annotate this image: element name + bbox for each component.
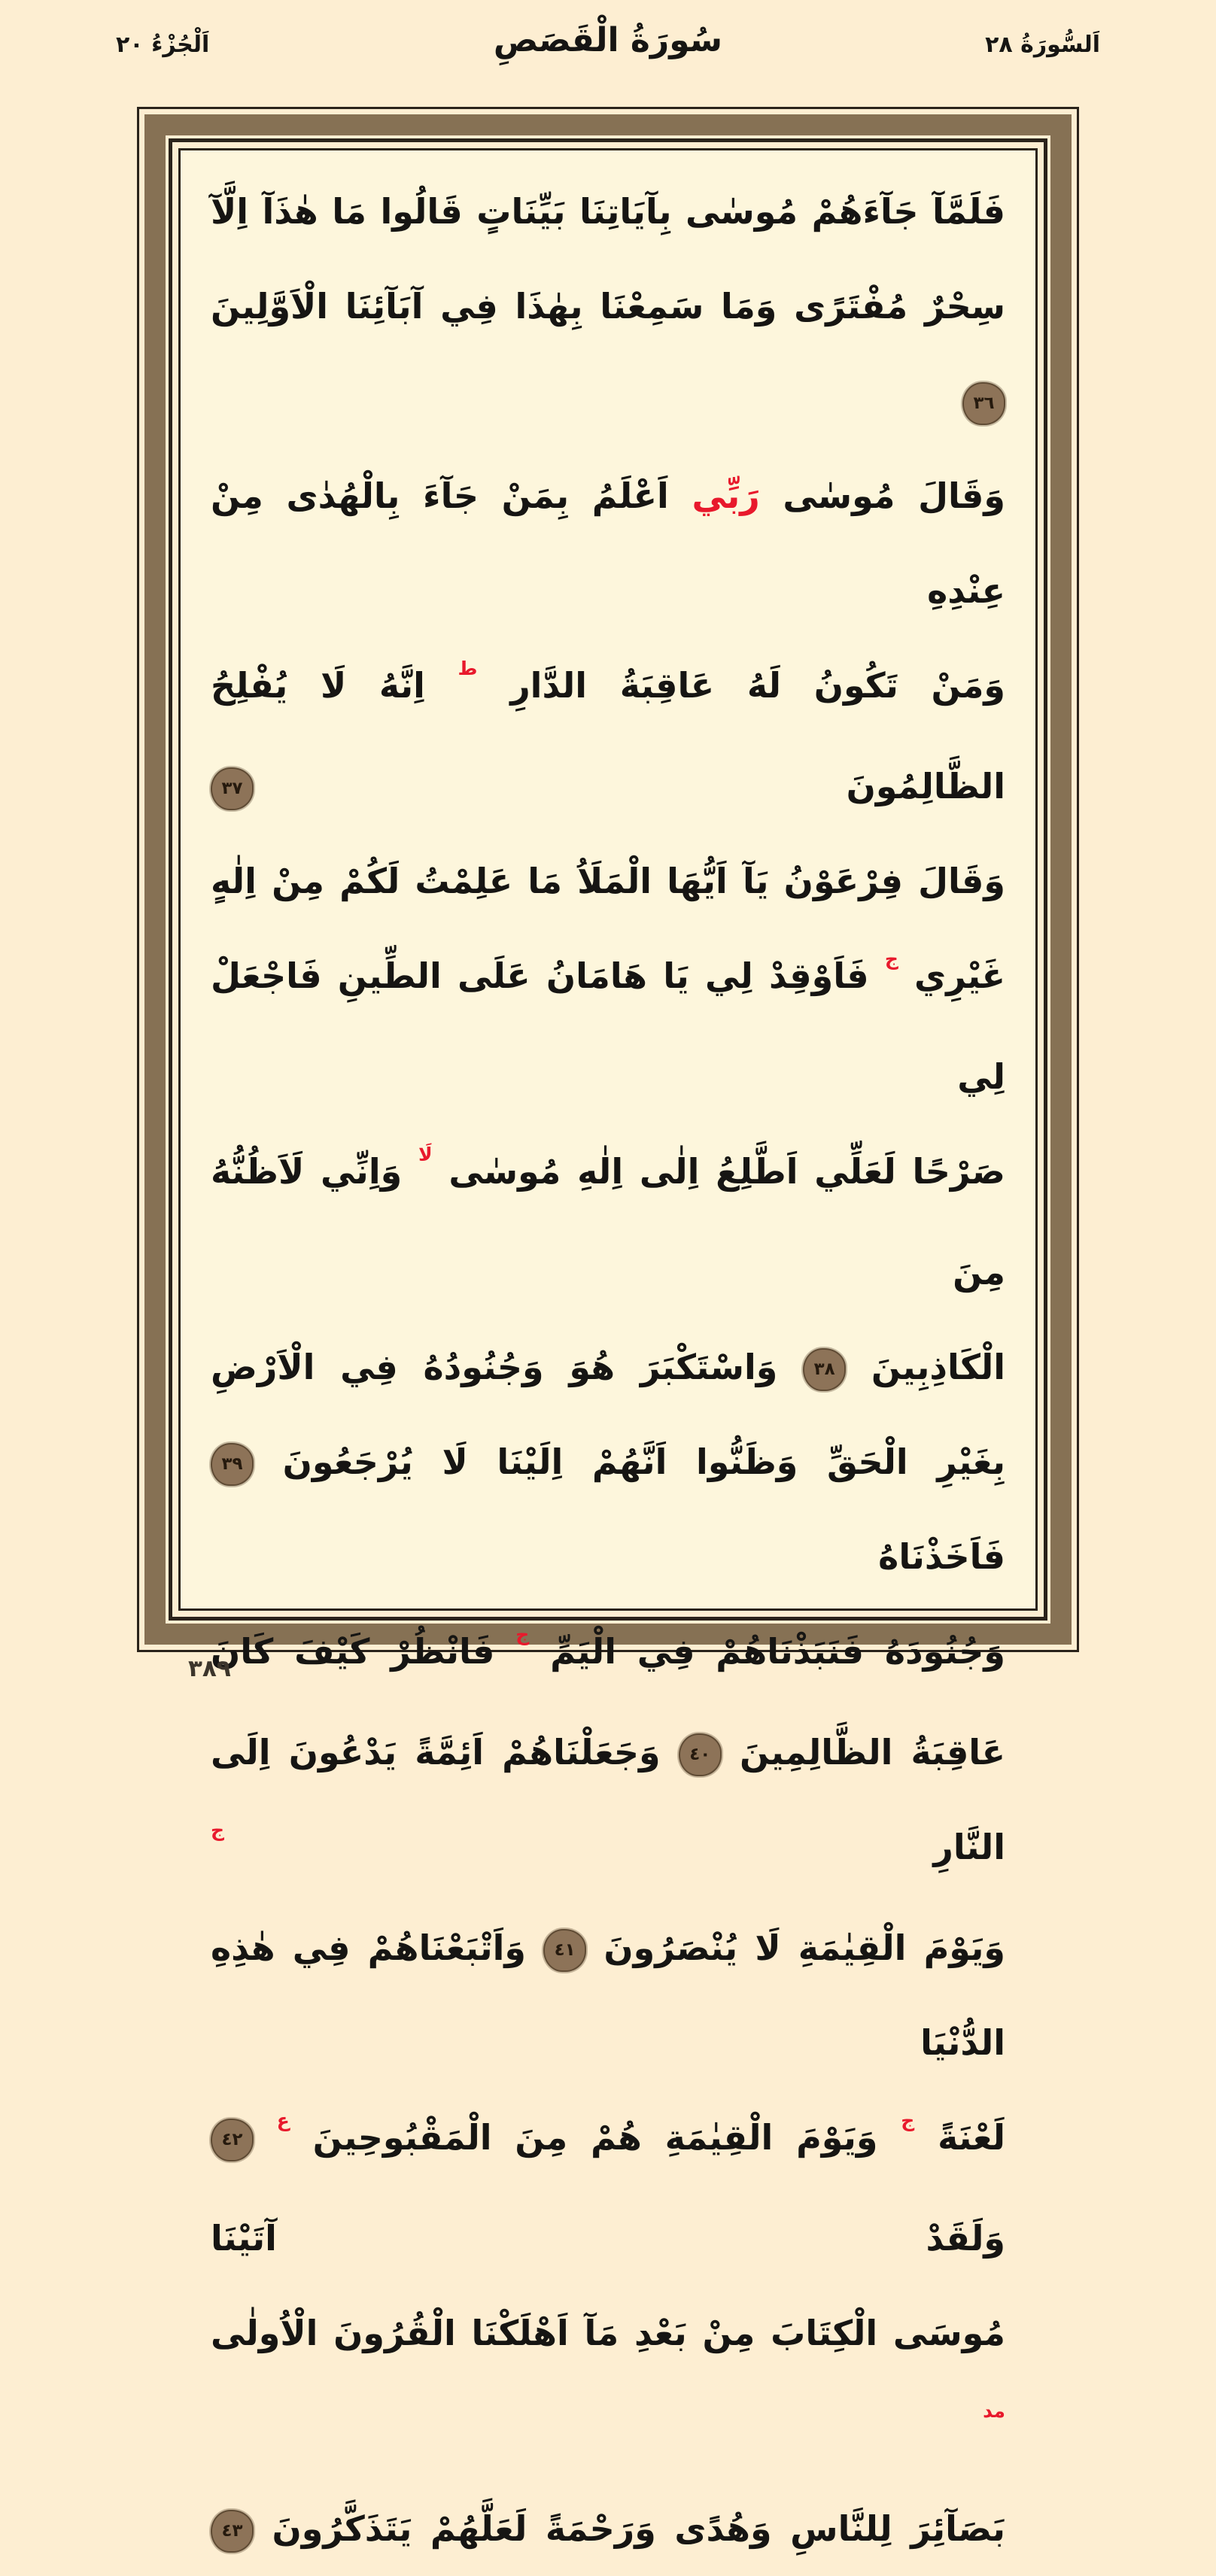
tajweed-mark: ج (901, 2110, 915, 2131)
quran-line (211, 1900, 1005, 2090)
quran-line (211, 1604, 1005, 1705)
verse-marker: ٣٧ (211, 767, 254, 810)
verse-marker: ٤٢ (211, 2119, 254, 2161)
ayah-text: بِغَيْرِ الْحَقِّ وَظَنُّوا اَنَّهُمْ اِلَيْنَا لَا يُرْجَعُونَ (282, 1441, 1005, 1482)
tajweed-mark: ط (458, 658, 478, 679)
ayah-text: وَمَنْ تَكُونُ لَهُ عَاقِبَةُ الدَّارِ (510, 665, 1006, 706)
quran-line (211, 2286, 1005, 2481)
tajweed-mark: ج (515, 1624, 530, 1645)
ayah-text: وَقَالَ مُوسٰى (783, 475, 1006, 516)
ayah-text: اَعْلَمُ بِمَنْ جَآءَ بِالْهُدٰى مِنْ عِنْدِهِ (211, 475, 1005, 611)
tajweed-mark: مد (983, 2400, 1005, 2422)
verse-marker: ٤١ (543, 1929, 586, 1972)
quran-line (211, 1705, 1005, 1900)
quran-line (211, 164, 1005, 259)
ayah-text: فَاَوْقِدْ لِي يَا هَامَانُ عَلَى الطِّينِ فَاجْعَلْ لِي (211, 955, 1005, 1097)
ayah-text: وَجَعَلْنَاهُمْ اَئِمَّةً يَدْعُونَ اِلَى النَّارِ (211, 1732, 1005, 1867)
quran-line (211, 448, 1005, 638)
ayah-text: مُوسَى الْكِتَابَ مِنْ بَعْدِ مَآ اَهْلَكْنَا الْقُرُونَ الْاُولٰى (211, 2313, 1005, 2353)
quran-line (211, 1414, 1005, 1604)
ayah-text: وَاَتْبَعْنَاهُمْ فِي هٰذِهِ الدُّنْيَا (211, 1927, 1005, 2063)
ayah-text: وَلَقَدْ آتَيْنَا (211, 2218, 1005, 2259)
ayah-text: وَقَالَ فِرْعَوْنُ يَآ اَيُّهَا الْمَلَاُ مَا عَلِمْتُ لَكُمْ مِنْ اِلٰهٍ (211, 861, 1005, 901)
verse-marker: ٤٣ (211, 2510, 254, 2553)
quran-line (211, 2481, 1005, 2576)
tajweed-mark: لَا (418, 1144, 433, 1165)
tajweed-mark: ج (211, 1819, 225, 1841)
ayah-text: لَعْنَةً (938, 2117, 1005, 2158)
verse-marker: ٣٦ (962, 382, 1005, 425)
quran-line (211, 2090, 1005, 2286)
ayah-text: فَاَخَذْنَاهُ (878, 1536, 1005, 1577)
quran-line (211, 1320, 1005, 1414)
quran-line (211, 928, 1005, 1124)
verse-marker: ٣٩ (211, 1443, 254, 1486)
ayah-text: صَرْحًا لَعَلِّي اَطَّلِعُ اِلٰى اِلٰهِ مُوسٰى (448, 1151, 1005, 1192)
ayah-text: الْكَاذِبِينَ (871, 1347, 1006, 1387)
ayah-text: وَيَوْمَ الْقِيٰمَةِ هُمْ مِنَ الْمَقْبُوحِينَ (312, 2117, 878, 2158)
page-header (113, 20, 1103, 72)
tajweed-mark: ج (884, 948, 898, 970)
surah-number-label: اَلسُّورَةُ ٢٨ (985, 32, 1100, 58)
ayah-text: وَجُنُودَهُ فَنَبَذْنَاهُمْ فِي الْيَمِّ (550, 1631, 1006, 1672)
ayah-text: بَصَآئِرَ لِلنَّاسِ وَهُدًى وَرَحْمَةً لَعَلَّهُمْ يَتَذَكَّرُونَ (272, 2508, 1005, 2549)
ayah-text: اِنَّهُ لَا يُفْلِحُ الظَّالِمُونَ (211, 665, 1005, 807)
quran-line (211, 259, 1005, 448)
surah-title: سُورَةُ الْقَصَصِ (493, 21, 723, 59)
ayah-text: سِحْرٌ مُفْتَرًى وَمَا سَمِعْنَا بِهٰذَا فِي آبَآئِنَا الْاَوَّلِينَ (211, 286, 1005, 327)
tajweed-mark: ع (276, 2110, 290, 2131)
juz-label: اَلْجُزْءُ ٢٠ (116, 32, 210, 58)
verse-marker: ٤٠ (679, 1733, 722, 1776)
ayah-text: فَلَمَّآ جَآءَهُمْ مُوسٰى بِآيَاتِنَا بَيِّنَاتٍ قَالُوا مَا هٰذَآ اِلَّآ (211, 191, 1005, 232)
ayah-text: عَاقِبَةُ الظَّالِمِينَ (739, 1732, 1006, 1773)
verse-marker: ٣٨ (803, 1348, 846, 1391)
quran-line (211, 834, 1005, 928)
ayah-text: غَيْرِي (914, 955, 1006, 996)
red-word: رَبِّي (692, 475, 760, 516)
ayah-text: وَاِنِّي لَاَظُنُّهُ مِنَ (211, 1151, 1005, 1293)
quran-lines (211, 164, 1005, 2576)
quran-line (211, 638, 1005, 834)
ayah-text: وَاسْتَكْبَرَ هُوَ وَجُنُودُهُ فِي الْاَرْضِ (211, 1347, 778, 1387)
quran-line (211, 1124, 1005, 1320)
ayah-text: وَيَوْمَ الْقِيٰمَةِ لَا يُنْصَرُونَ (603, 1927, 1006, 1968)
ayah-text: فَانْظُرْ كَيْفَ كَانَ (211, 1631, 495, 1672)
page-number: ٣٨٩ (188, 1655, 231, 1682)
